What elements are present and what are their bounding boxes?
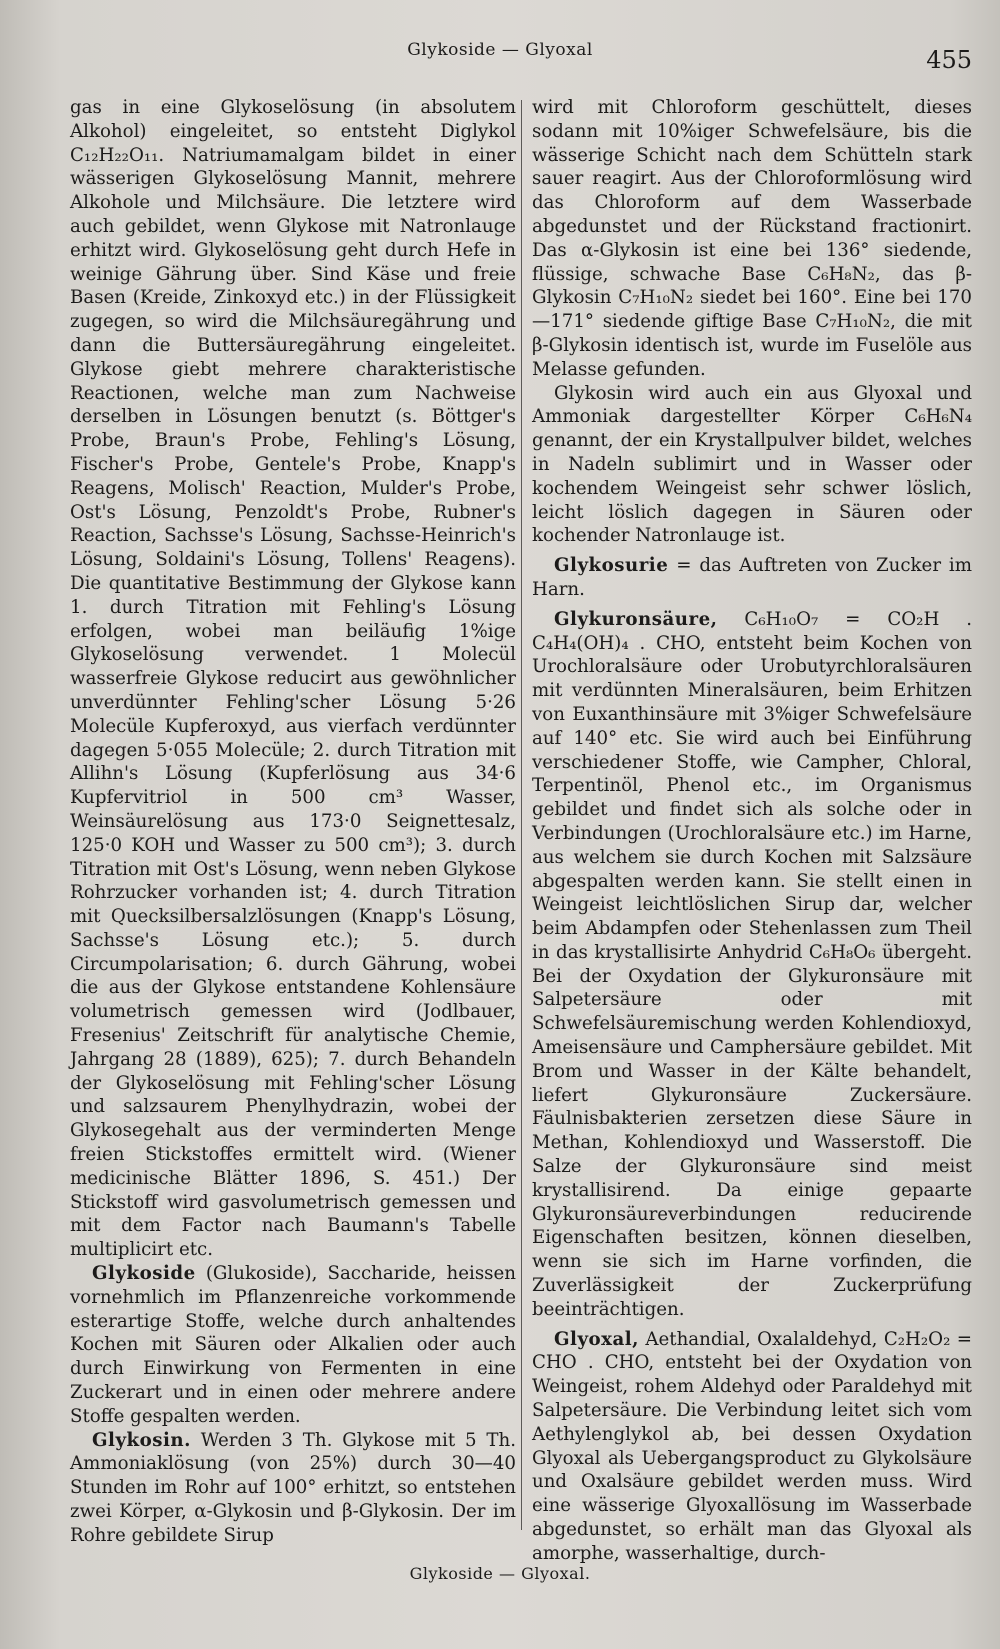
entry-text-glyoxal: Aethandial, Oxalaldehyd, C₂H₂O₂ = CHO . CHO, entsteht bei der Oxydation von Weingeist, rohem Aldehyd oder Paraldehyd mit Salpetersäure. Die Verbindung leitet sich vom Aethylenglykol ab, bei dessen Oxydation Glyoxal als Uebergangsproduct zu Glykolsäure und Oxalsäure gebildet werden muss. Wird eine wässerige Glyoxallösung im Wasserbade abgedunstet, so erhält man das Glyoxal als amorphe, wasserhaltige, durch- [532, 1328, 972, 1564]
entry-glykosurie [532, 554, 972, 602]
headword-glyoxal: Glyoxal, [554, 1328, 640, 1350]
headword-glykuronsaeure: Glykuronsäure, [554, 608, 718, 630]
right-paragraph-1: wird mit Chloroform geschüttelt, dieses sodann mit 10%iger Schwefelsäure, bis die wässerige Schicht nach dem Schütteln stark sauer reagirt. Aus der Chloroformlösung wird das Chloroform auf dem Wasserbade abgedunstet und der Rückstand fractionirt. Das α-Glykosin ist eine bei 136° siedende, flüssige, schwache Base C₆H₈N₂, das β-Glykosin C₇H₁₀N₂ siedet bei 160°. Eine bei 170—171° siedende giftige Base C₇H₁₀N₂, die mit β-Glykosin identisch ist, wurde im Fuselöle aus Melasse gefunden. [532, 97, 972, 380]
entry-glykosin [70, 1429, 516, 1548]
headword-glykosin: Glykosin. [92, 1429, 191, 1451]
column-divider [521, 100, 522, 1530]
entry-glykuronsaeure [532, 608, 972, 1322]
entry-glyoxal [532, 1328, 972, 1566]
running-title: Glykoside — Glyoxal [407, 40, 593, 60]
entry-text-glykosurie: = das Auftreten von Zucker im Harn. [532, 555, 972, 600]
left-column [70, 96, 516, 1548]
entry-glykoside [70, 1262, 516, 1429]
left-paragraph-1: gas in eine Glykoselösung (in absolutem Alkohol) eingeleitet, so entsteht Diglykol C₁₂H₂₂O₁₁. Natriumamalgam bildet in einer wässerigen Glykoselösung Mannit, mehrere Alkohole und Milchsäure. Die letztere wird auch gebildet, wenn Glykose mit Natronlauge erhitzt wird. Glykoselösung geht durch Hefe in weinige Gährung über. Sind Käse und freie Basen (Kreide, Zinkoxyd etc.) in der Flüssigkeit zugegen, so wird die Milchsäuregährung und dann die Buttersäuregährung eingeleitet. Glykose giebt mehrere charakteristische Reactionen, welche man zum Nachweise derselben in Lösungen benutzt (s. Böttger's Probe, Braun's Probe, Fehling's Lösung, Fischer's Probe, Gentele's Probe, Knapp's Reagens, Molisch' Reaction, Mulder's Probe, Ost's Lösung, Penzoldt's Probe, Rubner's Reaction, Sachsse's Lösung, Sachsse-Heinrich's Lösung, Soldaini's Lösung, Tollens' Reagens). Die quantitative Bestimmung der Glykose kann 1. durch Titration mit Fehling's Lösung erfolgen, wobei man beiläufig 1%ige Glykoselösung verwendet. 1 Molecül wasserfreie Glykose reducirt aus gewöhnlicher unverdünnter Fehling'scher Lösung 5·26 Molecüle Kupferoxyd, aus vierfach verdünnter dagegen 5·055 Molecüle; 2. durch Titration mit Allihn's Lösung (Kupferlösung aus 34·6 Kupfervitriol in 500 cm³ Wasser, Weinsäurelösung aus 173·0 Seignettesalz, 125·0 KOH und Wasser zu 500 cm³); 3. durch Titration mit Ost's Lösung, wenn neben Glykose Rohrzucker vorhanden ist; 4. durch Titration mit Quecksilbersalzlösungen (Knapp's Lösung, Sachsse's Lösung etc.); 5. durch Circumpolarisation; 6. durch Gährung, wobei die aus der Glykose entstandene Kohlensäure volumetrisch gemessen wird (Jodlbauer, Fresenius' Zeitschrift für analytische Chemie, Jahrgang 28 (1889), 625); 7. durch Behandeln der Glykoselösung mit Fehling'scher Lösung und salzsaurem Phenylhydrazin, wobei der Glykosegehalt aus der verminderten Menge freien Stickstoffes ermittelt wird. (Wiener medicinische Blätter 1896, S. 451.) Der Stickstoff wird gasvolumetrisch gemessen und mit dem Factor nach Baumann's Tabelle multiplicirt etc. [70, 97, 516, 1261]
headword-glykosurie: Glykosurie [554, 555, 669, 577]
page-number: 455 [926, 46, 972, 74]
entry-text-glykoside: (Glukoside), Saccharide, heissen vornehmlich im Pflanzenreiche vorkommende esterartige Stoffe, welche durch anhaltendes Kochen mit Säuren oder Alkalien oder auch durch Einwirkung von Fermenten in eine Zuckerart und in einen oder mehrere andere Stoffe gespalten werden. [70, 1263, 516, 1427]
entry-text-glykuronsaeure: C₆H₁₀O₇ = CO₂H . C₄H₄(OH)₄ . CHO, entsteht beim Kochen von Urochloralsäure oder Urobutyrchloralsäuren mit verdünnten Mineralsäuren, beim Erhitzen von Euxanthinsäure mit 3%iger Schwefelsäure auf 140° etc. Sie wird auch bei Einführung verschiedener Stoffe, wie Campher, Chloral, Terpentinöl, Phenol etc., im Organismus gebildet und findet sich als solche oder in Verbindungen (Urochloralsäure etc.) im Harne, aus welchem sie durch Kochen mit Salzsäure abgespalten werden kann. Sie stellt einen in Weingeist leichtlöslichen Sirup dar, welcher beim Abdampfen oder Stehenlassen zum Theil in das krystallisirte Anhydrid C₆H₈O₆ übergeht. Bei der Oxydation der Glykuronsäure mit Salpetersäure oder mit Schwefelsäuremischung werden Kohlendioxyd, Ameisensäure und Camphersäure gebildet. Mit Brom und Wasser in der Kälte behandelt, liefert Glykuronsäure Zuckersäure. Fäulnisbakterien zersetzen diese Säure in Methan, Kohlendioxyd und Wasserstoff. Die Salze der Glykuronsäure sind meist krystallisirend. Da einige gepaarte Glykuronsäureverbindungen reducirende Eigenschaften besitzen, können dieselben, wenn sie sich im Harne vorfinden, die Zuverlässigkeit der Zuckerprüfung beeinträchtigen. [532, 608, 972, 1320]
entry-text-glykosin: Werden 3 Th. Glykose mit 5 Th. Ammoniaklösung (von 25%) durch 30—40 Stunden im Rohr auf 100° erhitzt, so entstehen zwei Körper, α-Glykosin und β-Glykosin. Der im Rohre gebildete Sirup [70, 1429, 516, 1546]
headword-glykoside: Glykoside [92, 1263, 196, 1285]
right-paragraph-2: Glykosin wird auch ein aus Glyoxal und Ammoniak dargestellter Körper C₆H₆N₄ genannt, der ein Krystallpulver bildet, welches in Nadeln sublimirt und in Wasser oder kochendem Weingeist sehr schwer löslich, leicht löslich dagegen in Säuren oder kochender Natronlauge ist. [532, 382, 972, 547]
right-column [532, 96, 972, 1566]
footer-title: Glykoside — Glyoxal. [409, 1564, 591, 1583]
